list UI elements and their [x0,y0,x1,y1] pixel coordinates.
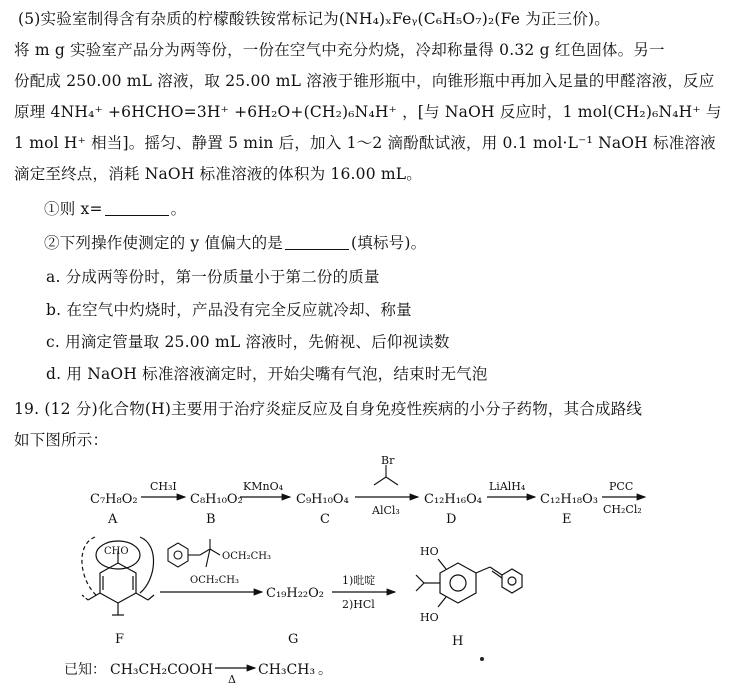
question-2-prefix: ②下列操作使测定的 y 值偏大的是 [44,234,284,252]
label-A: A [108,512,118,527]
question-2-suffix: (填标号)。 [351,234,427,252]
option-c: c. 用滴定管量取 25.00 mL 溶液时，先俯视、后仰视读数 [46,333,450,351]
reagent-DE: LiAlH₄ [489,480,526,493]
question-1-suffix: 。 [170,200,187,218]
label-H: H [452,634,464,649]
label-B: B [206,512,216,527]
synthesis-scheme [0,455,742,685]
label-E: E [562,512,572,527]
formula-E: C₁₂H₁₈O₃ [540,492,598,507]
part5-line4: 原理 4NH₄⁺ +6HCHO=3H⁺ +6H₂O+(CH₂)₆N₄H⁺ ，[与 NaOH 反应时，1 mol(CH₂)₆N₄H⁺ 与 [14,103,722,121]
reagent-BC: KMnO₄ [243,480,283,493]
part5-line2: 将 m g 实验室产品分为两等份，一份在空气中充分灼烧，冷却称量得 0.32 g 红色固体。另一 [14,41,665,59]
option-d: d. 用 NaOH 标准溶液滴定时，开始尖嘴有气泡，结束时无气泡 [46,365,488,383]
reagent-GH-bottom: 2)HCl [342,598,375,611]
question-2 [44,232,426,254]
label-G: G [288,632,299,647]
formula-G: C₁₉H₂₂O₂ [266,586,324,601]
question-1-prefix: ①则 x= [44,200,103,218]
F-cho-label: CHO [104,546,129,557]
part5-line3: 份配成 250.00 mL 溶液，取 25.00 mL 溶液于锥形瓶中，向锥形瓶中再加入足量的甲醛溶液，反应 [14,72,715,90]
F-ester-1: OCH₂CH₃ [222,551,271,562]
compound-H-structure [416,559,522,607]
reagent-AB: CH₃I [150,480,177,493]
reagent-EF-bottom: CH₂Cl₂ [603,503,642,516]
answer-blank-1[interactable] [105,200,169,216]
known-condition: Δ [228,673,236,685]
part5-intro: (5)实验室制得含有杂质的柠檬酸铁铵常标记为(NH₄)ₓFeᵧ(C₆H₅O₇)₂(Fe 为正三价)。 [18,10,610,28]
part5-line6: 滴定至终点，消耗 NaOH 标准溶液的体积为 16.00 mL。 [14,165,423,183]
known-product: CH₃CH₃ [258,662,316,678]
formula-B: C₈H₁₀O₂ [190,492,243,507]
H-ho-top: HO [420,545,439,558]
label-C: C [320,512,330,527]
stray-dot [480,657,484,661]
reagent-EF-top: PCC [609,480,634,493]
H-ho-bottom: HO [420,611,439,624]
option-a: a. 分成两等份时，第一份质量小于第二份的质量 [46,268,380,286]
reagent-CD-top: Br [381,455,395,467]
known-end: 。 [318,662,332,678]
label-D: D [446,512,457,527]
question-1 [44,198,186,220]
reagent-CD-bottom: AlCl₃ [372,504,400,517]
reagent-GH-top: 1)吡啶 [342,574,376,587]
problem19-stem-2: 如下图所示： [14,431,109,449]
known-prefix: 已知： [64,662,106,678]
F-ester-2: OCH₂CH₃ [190,575,239,586]
problem19-stem-1: 19. (12 分)化合物(H)主要用于治疗炎症反应及自身免疫性疾病的小分子药物，其合成路线 [14,400,643,418]
isopropyl-bromide-structure [374,465,398,485]
known-reactant: CH₃CH₂COOH [110,662,213,678]
formula-A: C₇H₈O₂ [90,492,138,507]
part5-line5: 1 mol H⁺ 相当]。摇匀、静置 5 min 后，加入 1～2 滴酚酞试液，用 0.1 mol·L⁻¹ NaOH 标准溶液 [14,134,716,152]
answer-blank-2[interactable] [285,234,349,250]
option-b: b. 在空气中灼烧时，产品没有完全反应就冷却、称量 [46,301,412,319]
formula-D: C₁₂H₁₆O₄ [424,492,482,507]
formula-C: C₉H₁₀O₄ [296,492,349,507]
ester-reagent-structure [168,539,220,567]
label-F: F [115,632,125,647]
